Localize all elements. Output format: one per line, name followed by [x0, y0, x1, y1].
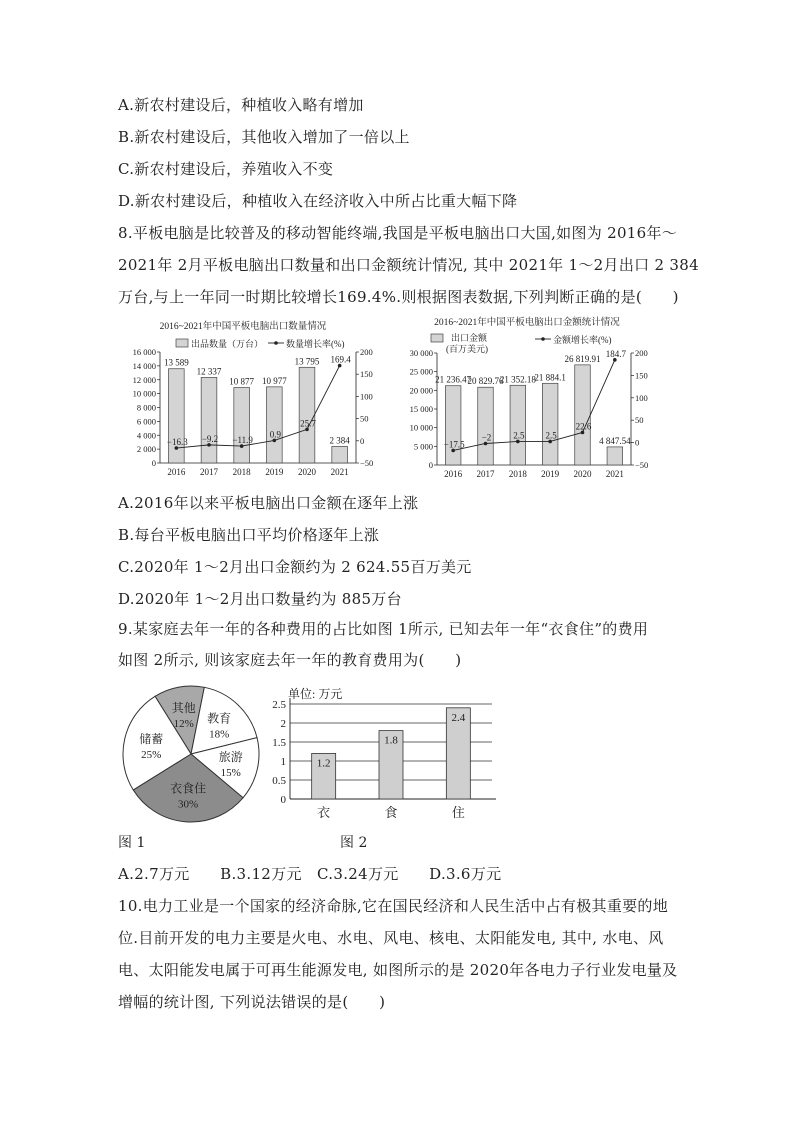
y-tick-label: 6 000 [136, 416, 156, 427]
bar [445, 386, 461, 465]
x-tick-label: 2016 [444, 469, 463, 479]
legend-line-label: 数量增长率(%) [286, 339, 345, 349]
y-tick-label: 0.5 [272, 775, 286, 787]
y-tick-label: 4 000 [136, 430, 156, 441]
pie-value-label: 15% [220, 767, 241, 780]
pie-label: 储蓄 [139, 731, 164, 746]
y-tick-label: 30 000 [409, 348, 433, 358]
y-tick-label: 0 [428, 460, 433, 470]
pie-label: 教育 [207, 711, 232, 726]
y2-tick-label: 150 [360, 369, 373, 380]
legend-line-marker [541, 337, 545, 341]
bar [575, 365, 591, 465]
bar [542, 383, 558, 465]
y-tick-label: 12 000 [132, 374, 156, 385]
x-tick-label: 2019 [265, 467, 284, 477]
bar-value-label: 26 819.91 [564, 353, 601, 364]
y2-tick-label: 200 [360, 347, 373, 357]
bar [234, 388, 250, 463]
x-tick-label: 2021 [330, 467, 349, 477]
bar [201, 377, 217, 463]
q9-options: A.2.7万元 B.3.12万元 C.3.24万元 D.3.6万元 [118, 865, 502, 883]
chart-title: 2016~2021年中国平板电脑出口金额统计情况 [434, 318, 620, 328]
q8-stem-line: 8.平板电脑是比较普及的移动智能终端,我国是平板电脑出口大国,如图为 2016年～ [118, 224, 678, 242]
q8-option-c: C.2020年 1～2月出口金额约为 2 624.55百万美元 [118, 558, 472, 576]
bar-value-label: 13 589 [163, 357, 189, 368]
y-tick-label: 10 000 [132, 388, 156, 399]
q7-option-c: C.新农村建设后，养殖收入不变 [118, 160, 334, 178]
y-tick-label: 1.5 [272, 737, 286, 749]
q8-option-a: A.2016年以来平板电脑出口金额在逐年上涨 [118, 494, 419, 512]
bar [299, 367, 315, 463]
bar-value-label: 1.2 [316, 757, 331, 770]
q9-stem-line: 如图 2所示, 则该家庭去年一年的教育费用为( ) [118, 651, 462, 669]
y-tick-label: 25 000 [409, 366, 433, 377]
pie-value-label: 30% [178, 798, 199, 811]
legend-bar-swatch [176, 339, 188, 347]
x-tick-label: 2018 [508, 469, 527, 479]
figure-2-caption: 图 2 [340, 835, 368, 851]
rate-label: −2 [481, 432, 492, 443]
y2-tick-label: −50 [360, 458, 374, 468]
rate-label: 169.4 [330, 354, 351, 365]
x-tick-label: 住 [451, 805, 465, 820]
bar [478, 387, 494, 465]
q10-stem-line: 增幅的统计图, 下列说法错误的是( ) [118, 993, 386, 1011]
q8-option-d: D.2020年 1～2月出口数量约为 885万台 [118, 590, 402, 608]
y-tick-label: 0 [280, 794, 286, 806]
legend-bar-label: 出口金额 [451, 333, 488, 343]
x-tick-label: 衣 [317, 805, 331, 820]
legend-line-marker [274, 341, 278, 345]
bar-value-label: 20 829.76 [467, 376, 504, 387]
chart-expense-pie [118, 680, 268, 826]
rate-label: −17.5 [443, 439, 465, 450]
chart-export-amount [393, 310, 675, 480]
chart-food-clothing-housing [266, 682, 502, 824]
bar-value-label: 2.4 [451, 711, 466, 724]
bar-value-label: 13 795 [294, 356, 320, 367]
y-tick-label: 2 000 [136, 444, 156, 455]
q7-option-a: A.新农村建设后，种植收入略有增加 [118, 96, 364, 114]
y-tick-label: 20 000 [409, 385, 433, 396]
y2-tick-label: 100 [635, 392, 648, 403]
q8-stem-line: 万台,与上一年同一时期比较增长169.4%.则根据图表数据,下列判断正确的是( ) [118, 288, 679, 306]
rate-label: −16.3 [166, 437, 188, 448]
chart-title: 2016~2021年中国平板电脑出口数量情况 [159, 322, 327, 332]
q7-option-b: B.新农村建设后，其他收入增加了一倍以上 [118, 128, 410, 146]
rate-label: 25.7 [300, 418, 316, 429]
y-tick-label: 14 000 [132, 360, 156, 371]
pie-label: 旅游 [218, 750, 243, 765]
y-tick-label: 1 [280, 756, 286, 768]
bar [510, 385, 526, 465]
q10-stem-line: 位.目前开发的电力主要是火电、水电、风电、核电、太阳能发电, 其中, 水电、风 [118, 929, 664, 947]
legend-bar-unit: (百万美元) [446, 344, 488, 354]
bar [266, 387, 282, 463]
bar-value-label: 10 877 [229, 376, 255, 387]
chart-unit-label: 单位: 万元 [288, 687, 343, 701]
legend-line-label: 金额增长率(%) [553, 335, 612, 345]
legend-bar-swatch [431, 334, 443, 342]
y2-tick-label: 50 [635, 415, 644, 426]
q8-stem-line: 2021年 2月平板电脑出口数量和出口金额统计情况, 其中 2021年 1～2月出口 2 384 [118, 256, 699, 274]
chart-export-quantity [118, 312, 398, 480]
q9-stem-line: 9.某家庭去年一年的各种费用的占比如图 1所示, 已知去年一年“衣食住”的费用 [118, 620, 649, 638]
rate-label: −9.2 [201, 433, 219, 444]
pie-value-label: 25% [141, 748, 162, 761]
bar-value-label: 21 352.18 [499, 374, 536, 385]
y-tick-label: 5 000 [413, 441, 433, 452]
rate-label: 2.5 [513, 430, 525, 441]
bar [607, 447, 623, 465]
y-tick-label: 2.5 [272, 699, 286, 711]
pie-value-label: 12% [173, 717, 194, 730]
bar-value-label: 21 236.47 [435, 374, 472, 385]
y-tick-label: 2 [280, 718, 286, 730]
q10-stem-line: 10.电力工业是一个国家的经济命脉,它在国民经济和人民生活中占有极其重要的地 [118, 897, 669, 915]
rate-label: 2.5 [545, 430, 557, 441]
x-tick-label: 2020 [573, 469, 592, 479]
x-tick-label: 2018 [232, 467, 251, 477]
y-tick-label: 8 000 [136, 402, 156, 413]
legend-bar-label: 出品数量（万台） [191, 339, 264, 349]
figure-1-caption: 图 1 [118, 835, 146, 851]
x-tick-label: 2019 [541, 469, 560, 479]
bar-value-label: 1.8 [384, 734, 398, 747]
rate-label: 0.9 [269, 429, 281, 440]
x-tick-label: 2017 [476, 469, 495, 479]
bar-value-label: 21 884.1 [534, 372, 566, 383]
y-tick-label: 16 000 [132, 347, 156, 357]
y2-tick-label: 0 [360, 435, 365, 446]
bar-value-label: 4 847.54 [599, 435, 631, 446]
y-tick-label: 10 000 [409, 422, 433, 433]
x-tick-label: 食 [384, 805, 398, 820]
y2-tick-label: 0 [635, 437, 640, 448]
y2-tick-label: 50 [360, 413, 369, 424]
rate-label: 22.6 [575, 421, 592, 432]
x-tick-label: 2021 [605, 469, 624, 479]
y-tick-label: 0 [151, 458, 156, 468]
rate-label: 184.7 [605, 348, 626, 359]
bar-value-label: 12 337 [196, 366, 222, 377]
x-tick-label: 2020 [298, 467, 316, 477]
pie-value-label: 18% [209, 728, 230, 741]
bar [332, 446, 348, 463]
x-tick-label: 2016 [167, 467, 186, 477]
y2-tick-label: −50 [635, 460, 649, 470]
q7-option-d: D.新农村建设后，种植收入在经济收入中所占比重大幅下降 [118, 192, 518, 210]
y2-tick-label: 200 [635, 348, 648, 358]
y-tick-label: 15 000 [409, 404, 433, 414]
q8-option-b: B.每台平板电脑出口平均价格逐年上涨 [118, 526, 380, 544]
y2-tick-label: 100 [360, 391, 373, 402]
pie-label: 衣食住 [170, 781, 207, 796]
q10-stem-line: 电、太阳能发电属于可再生能源发电, 如图所示的是 2020年各电力子行业发电量及 [118, 961, 678, 979]
x-tick-label: 2017 [200, 467, 218, 477]
rate-label: −11.9 [232, 435, 253, 446]
bar-value-label: 2 384 [329, 435, 350, 446]
bar-value-label: 10 977 [261, 375, 287, 386]
y2-tick-label: 150 [635, 370, 648, 381]
pie-label: 其他 [171, 700, 196, 715]
